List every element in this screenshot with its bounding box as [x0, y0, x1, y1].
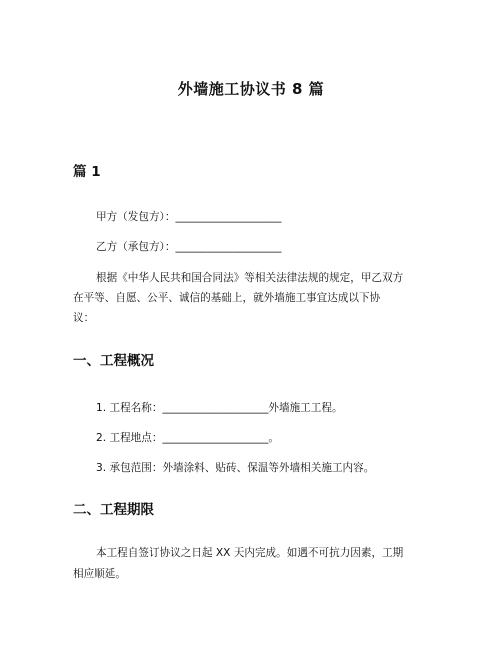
list-item-project-location: 2. 工程地点：____________________。: [96, 432, 279, 444]
section-heading-period: 二、工程期限: [73, 502, 154, 518]
intro-paragraph-line-2: 在平等、自愿、公平、诚信的基础上，就外墙施工事宜达成以下协: [73, 292, 381, 304]
document-title: 外墙施工协议书 8 篇: [177, 80, 325, 98]
period-paragraph-line-1: 本工程自签订协议之日起 XX 天内完成。如遇不可抗力因素，工期: [96, 547, 404, 559]
chapter-heading: 篇 1: [73, 164, 101, 180]
period-paragraph-line-2: 相应顺延。: [73, 568, 126, 580]
list-item-scope: 3. 承包范围：外墙涂料、贴砖、保温等外墙相关施工内容。: [96, 462, 375, 474]
party-b-line: 乙方（承包方）：____________________: [96, 241, 282, 253]
party-a-line: 甲方（发包方）：____________________: [96, 211, 282, 223]
intro-paragraph-line-1: 根据《中华人民共和国合同法》等相关法律法规的规定，甲乙双方: [96, 272, 404, 284]
list-item-project-name: 1. 工程名称：____________________外墙施工工程。: [96, 402, 343, 414]
intro-paragraph-line-3: 议：: [73, 312, 95, 324]
section-heading-overview: 一、工程概况: [73, 353, 154, 369]
